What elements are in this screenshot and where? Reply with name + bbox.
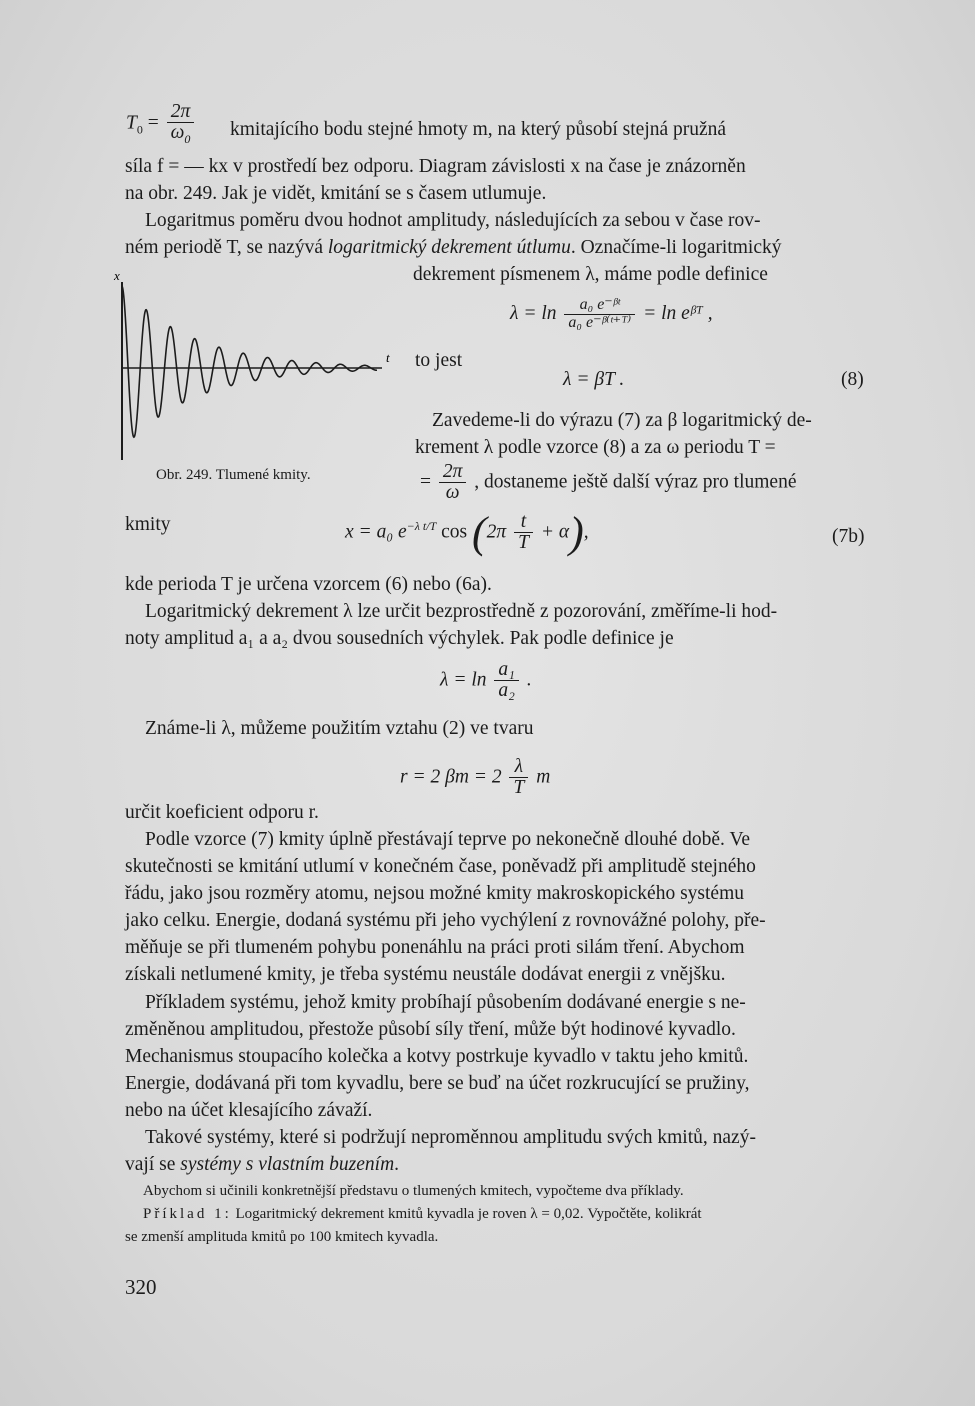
- perioda-text: kde perioda T je určena vzorcem (6) nebo (6a).: [125, 574, 492, 595]
- podle-line: jako celku. Energie, dodaná systému při jeho vychýlení z rovnovážné polohy, pře-: [125, 910, 766, 931]
- equation-ln-ratio: λ = ln $\frac{\text{a₁}}{\text{a₂}}$ .: [440, 659, 532, 702]
- logdek-line-2: noty amplitud a₁ a a₂ dvou sousedních výchylek. Pak podle definice je: [125, 628, 674, 649]
- logdek-line-1: Logaritmický dekrement λ lze určit bezprostředně z pozorování, změříme-li hod-: [145, 601, 778, 622]
- log-line-2: ném periodě T, se nazývá logaritmický dekrement útlumu. Označíme-li logaritmický: [125, 237, 782, 258]
- zaved-line-1: Zavedeme-li do výrazu (7) za β logaritmický de-: [432, 410, 812, 431]
- term-self-excited-systems: systémy s vlastním buzením: [180, 1154, 395, 1175]
- small-line-3: se zmenší amplituda kmitů po 100 kmitech kyvadla.: [125, 1229, 439, 1245]
- formula-T0: $T_0$ = $\frac{2\pi}{\omega_0}$: [126, 102, 197, 146]
- equation-7b-label: (7b): [832, 526, 865, 547]
- damped-oscillation-figure: [110, 270, 400, 470]
- takove-line-1: Takové systémy, které si podržují neproměnnou amplitudu svých kmitů, nazý-: [145, 1127, 756, 1148]
- term-log-decrement: logaritmický dekrement útlumu: [327, 237, 571, 258]
- page-number: 320: [125, 1275, 157, 1299]
- axis-x-label: x: [114, 270, 120, 283]
- zname-text: Známe-li λ, můžeme použitím vztahu (2) ve tvaru: [145, 718, 534, 739]
- urcit-text: určit koeficient odporu r.: [125, 802, 319, 823]
- podle-line: Podle vzorce (7) kmity úplně přestávají teprve po nekonečně dlouhé době. Ve: [145, 829, 751, 850]
- priklad-line: Energie, dodávaná při tom kyvadlu, bere se buď na účet rozkrucující se pružiny,: [125, 1073, 750, 1094]
- intro-line-3: na obr. 249. Jak je vidět, kmitání se s časem utlumuje.: [125, 183, 547, 204]
- intro-line-1: kmitajícího bodu stejné hmoty m, na který působí stejná pružná: [230, 119, 727, 140]
- podle-line: řádu, jako jsou rozměry atomu, nejsou možné kmity makroskopického systému: [125, 883, 745, 904]
- log-line-1: Logaritmus poměru dvou hodnot amplitudy, následujících za sebou v čase rov-: [145, 210, 761, 231]
- equation-8-label: (8): [841, 369, 864, 390]
- zaved-line-3: = $\frac{2\pi}{\omega}$ , dostaneme ještě další výraz pro tlumené: [420, 461, 797, 504]
- priklad-line: změněnou amplitudou, přestože působí síly tření, může být hodinové kyvadlo.: [125, 1019, 736, 1040]
- zaved-line-2: krement λ podle vzorce (8) a za ω periodu T =: [415, 437, 776, 458]
- equation-lambda-definition: λ = ln $\frac{\text{a₀ e⁻ᵝᵗ}}{\text{a₀ e⁻ᵝ⁽ᵗ⁺ᵀ⁾}}$ = ln eᵝᵀ ,: [510, 296, 713, 331]
- damped-wave-curve: [122, 286, 377, 437]
- priklad-line: Mechanismus stoupacího kolečka a kotvy postrkuje kyvadlo v taktu jeho kmitů.: [125, 1046, 749, 1067]
- equation-7b: x = a₀ $e^{-\lambda t/T}$ cos (2π $\frac{t}{T}$ + α),: [345, 507, 589, 557]
- small-line-1: Abychom si učinili konkretnější představu o tlumených kmitech, vypočteme dva příklady.: [143, 1183, 684, 1199]
- figure-caption: Obr. 249. Tlumené kmity.: [156, 467, 311, 483]
- podle-line: získali netlumené kmity, je třeba systému neustále dodávat energii z vnějšku.: [125, 964, 726, 985]
- axis-t-label: t: [386, 350, 390, 365]
- equation-8: λ = βT .: [563, 369, 625, 390]
- priklad-line: nebo na účet klesajícího závaží.: [125, 1100, 373, 1121]
- equation-r: r = 2 βm = 2 $\frac{\lambda}{T}$ m: [400, 756, 551, 799]
- log-line-3: dekrement písmenem λ, máme podle definice: [413, 264, 768, 285]
- intro-line-2: síla f = — kx v prostředí bez odporu. Diagram závislosti x na čase je znázorněn: [125, 156, 746, 177]
- takove-line-2: vají se systémy s vlastním buzením.: [125, 1154, 400, 1175]
- priklad-line: Příkladem systému, jehož kmity probíhají působením dodávané energie s ne-: [145, 992, 746, 1013]
- small-line-2: Příklad 1: Logaritmický dekrement kmitů kyvadla je roven λ = 0,02. Vypočtěte, kolikrát: [143, 1206, 702, 1222]
- kmity-text: kmity: [125, 514, 171, 535]
- podle-line: měňuje se při tlumeném pohybu ponenáhlu na práci proti silám tření. Abychom: [125, 937, 745, 958]
- to-jest-text: to jest: [415, 350, 463, 371]
- podle-line: skutečnosti se kmitání utlumí v konečném čase, poněvadž při amplitudě stejného: [125, 856, 756, 877]
